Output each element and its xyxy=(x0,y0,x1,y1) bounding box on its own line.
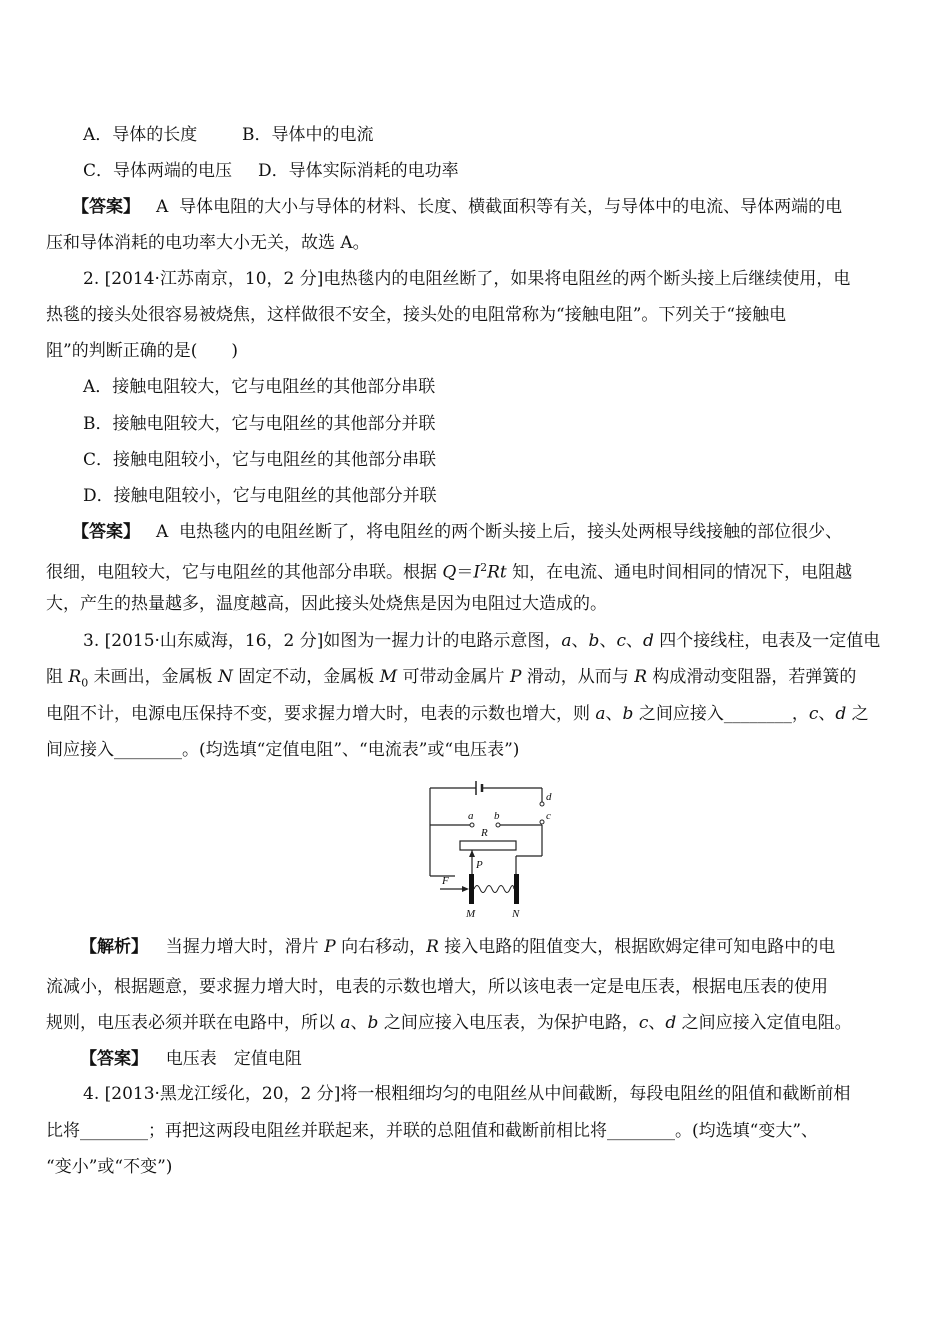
q2-answer-line-3 xyxy=(0,592,950,616)
label-b: b xyxy=(494,810,500,822)
q1-options-row-2 xyxy=(0,159,950,183)
q2-stem-line-3 xyxy=(0,339,950,363)
q2-answer-text-3: 大，产生的热量越多，温度越高，因此接头处烧焦是因为电阻过大造成的。 xyxy=(46,594,607,614)
q3-stem-text-4: 间应接入________。(均选填“定值电阻”、“电流表”或“电压表”) xyxy=(46,740,520,760)
q2-stem-text-3: 阻”的判断正确的是( ) xyxy=(46,341,238,361)
q2-option-a xyxy=(0,375,950,399)
label-f: F xyxy=(442,875,449,887)
q3-answer-text: 电压表 定值电阻 xyxy=(155,1049,302,1069)
formula-i: I xyxy=(473,562,481,583)
q1-option-b: B．导体中的电流 xyxy=(242,125,374,145)
q1-answer-line-1 xyxy=(0,195,950,219)
q2-option-b-text: B．接触电阻较大，它与电阻丝的其他部分并联 xyxy=(83,414,436,434)
q4-stem-line-1 xyxy=(0,1082,950,1106)
q2-option-b xyxy=(0,412,950,436)
q4-stem-text-2: 比将________；再把这两段电阻丝并联起来，并联的总阻值和截断前相比将________。(均选填“变大”、 xyxy=(46,1121,819,1141)
label-n: N xyxy=(512,908,520,920)
label-r: R xyxy=(481,827,488,839)
q2-option-a-text: A．接触电阻较大，它与电阻丝的其他部分串联 xyxy=(83,377,436,397)
q2-option-c-text: C．接触电阻较小，它与电阻丝的其他部分串联 xyxy=(83,450,437,470)
q3-analysis-line-3 xyxy=(0,1011,950,1035)
q1-option-c: C．导体两端的电压 xyxy=(83,161,233,181)
q3-stem-line-1 xyxy=(0,629,950,653)
q2-option-d xyxy=(0,484,950,508)
q2-option-d-text: D．接触电阻较小，它与电阻丝的其他部分并联 xyxy=(83,486,437,506)
q2-stem-line-1 xyxy=(0,267,950,291)
formula-rt: Rt xyxy=(487,562,507,583)
q3-analysis-tag: 【解析】 xyxy=(80,937,148,957)
label-m: M xyxy=(466,908,476,920)
q2-answer-text-1: A 电热毯内的电阻丝断了，将电阻丝的两个断头接上后，接头处两根导线接触的部位很少、 xyxy=(156,522,843,542)
q2-answer-tag: 【答案】 xyxy=(72,522,140,542)
q4-stem-text-3: “变小”或“不变”) xyxy=(46,1157,173,1177)
q1-answer-tag: 【答案】 xyxy=(72,197,140,217)
q1-option-d: D．导体实际消耗的电功率 xyxy=(258,161,459,181)
q3-stem-line-3 xyxy=(0,702,950,726)
q4-stem-line-2 xyxy=(0,1119,950,1143)
plate-n xyxy=(514,874,519,904)
q1-option-a: A．导体的长度 xyxy=(83,125,198,145)
q4-stem-line-3 xyxy=(0,1155,950,1179)
label-d: d xyxy=(546,791,552,803)
q2-stem-text-2: 热毯的接头处很容易被烧焦，这样做很不安全，接头处的电阻常称为“接触电阻”。下列关于“接触电 xyxy=(46,305,787,325)
q3-analysis-line-2 xyxy=(0,975,950,999)
q3-analysis-text-3: 规则，电压表必须并联在电路中，所以 a、b 之间应接入电压表，为保护电路，c、d 之间应接入定值电阻。 xyxy=(46,1013,852,1033)
q1-answer-text-1: A 导体电阻的大小与导体的材料、长度、横截面积等有关，与导体中的电流、导体两端的电 xyxy=(156,197,843,217)
q3-answer-tag: 【答案】 xyxy=(80,1049,148,1069)
q2-answer-text-2: 很细，电阻较大，它与电阻丝的其他部分串联。根据 $Q=I^2Rt$ 知，在电流、通电时间相同的情况下，电阻越 xyxy=(46,561,853,583)
q3-analysis-line-1 xyxy=(0,935,950,959)
q4-stem-text-1: 4. [2013·黑龙江绥化，20，2 分]将一根粗细均匀的电阻丝从中间截断，每段电阻丝的阻值和截断前相 xyxy=(83,1084,851,1104)
q1-options-row-1 xyxy=(0,123,950,147)
q3-stem-text-1: 3. [2015·山东威海，16，2 分]如图为一握力计的电路示意图，a、b、c、d 四个接线柱，电表及一定值电 xyxy=(83,631,881,651)
spring xyxy=(474,886,514,893)
q3-analysis-text-2: 流减小，根据题意，要求握力增大时，电表的示数也增大，所以该电表一定是电压表，根据电压表的使用 xyxy=(46,977,828,997)
plate-m xyxy=(469,874,474,904)
q1-answer-line-2 xyxy=(0,231,950,255)
q2-stem-text-1: 2. [2014·江苏南京，10，2 分]电热毯内的电阻丝断了，如果将电阻丝的两个断头接上后继续使用，电 xyxy=(83,269,851,289)
formula-q: Q xyxy=(442,562,457,583)
label-a: a xyxy=(468,810,474,822)
q1-answer-text-2: 压和导体消耗的电功率大小无关，故选 A。 xyxy=(46,233,370,253)
q3-stem-text-2: 阻 $R_0$ 未画出，金属板 N 固定不动，金属板 M 可带动金属片 P 滑动，从而与 R 构成滑动变阻器，若弹簧的 xyxy=(46,667,857,690)
q3-stem-text-3: 电阻不计，电源电压保持不变，要求握力增大时，电表的示数也增大，则 a、b 之间应接入________，c、d 之 xyxy=(46,704,869,724)
q2-stem-line-2 xyxy=(0,303,950,327)
q2-answer-line-2 xyxy=(0,556,950,583)
label-c: c xyxy=(546,810,551,822)
q3-answer-line xyxy=(0,1047,950,1071)
label-p: P xyxy=(476,859,483,871)
q3-analysis-text-1: 当握力增大时，滑片 P 向右移动，R 接入电路的阻值变大，根据欧姆定律可知电路中的电 xyxy=(155,937,836,957)
q3-stem-line-4 xyxy=(0,738,950,762)
q3-stem-line-2 xyxy=(0,665,950,689)
grip-meter-circuit-diagram xyxy=(418,778,568,923)
q2-option-c xyxy=(0,448,950,472)
q2-answer-line-1 xyxy=(0,520,950,544)
